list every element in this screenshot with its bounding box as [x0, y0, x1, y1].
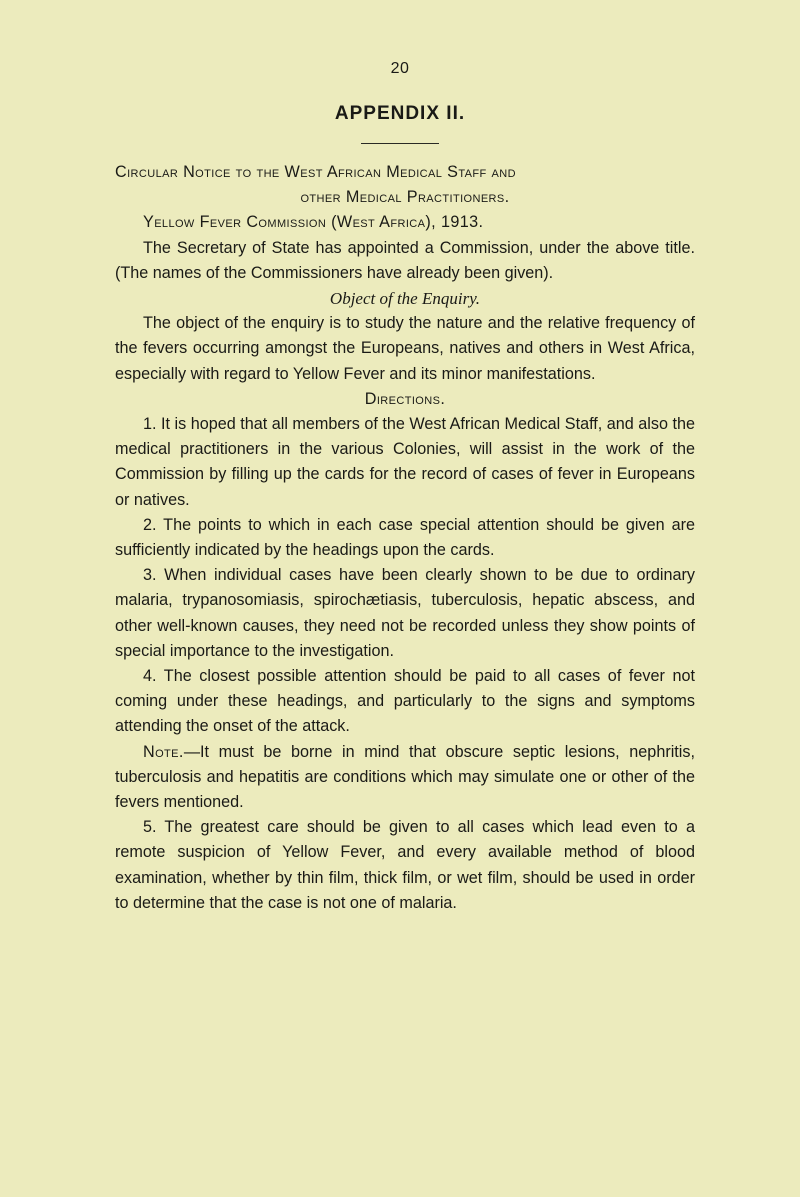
direction-item-3: 3. When individual cases have been clearly shown to be due to ordinary malaria, trypanosomiasis, spirochætiasis, tuberculosis, hepatic abscess, and other well-known causes, they need not be recorded unless they show points of special importance to the investigation.	[115, 566, 695, 660]
direction-item-1: 1. It is hoped that all members of the West African Medical Staff, and also the medical practitioners in the various Colonies, will assist in the work of the Commission by filling up the cards for the record of cases of fever in Europeans or natives.	[115, 415, 695, 509]
title-divider	[361, 143, 439, 144]
object-heading: Object of the Enquiry.	[329, 289, 481, 309]
intro-paragraph: The Secretary of State has appointed a Commission, under the above title. (The names of the Commissioners have already been given).	[115, 238, 695, 282]
page-number: 20	[390, 60, 410, 77]
note-label: Note.	[143, 742, 184, 761]
directions-heading: Directions.	[364, 389, 446, 408]
object-paragraph: The object of the enquiry is to study the nature and the relative frequency of the fevers occurring amongst the Europeans, natives and others in West Africa, especially with regard to Yellow Fever and its minor manifestations.	[115, 314, 695, 383]
notice-heading-line2: other Medical Practitioners.	[300, 188, 510, 207]
appendix-title: APPENDIX II.	[334, 103, 466, 124]
direction-item-2: 2. The points to which in each case special attention should be given are sufficiently indicated by the headings upon the cards.	[115, 515, 695, 560]
notice-heading-line1: Circular Notice to the West African Medical Staff and	[115, 163, 516, 181]
commission-line: Yellow Fever Commission (West Africa), 1913.	[143, 213, 484, 232]
direction-item-5: 5. The greatest care should be given to all cases which lead even to a remote suspicion of Yellow Fever, and every available method of blood examination, whether by thin film, thick film, or wet film, should be used in order to determine that the case is not one of malaria.	[115, 818, 695, 912]
body-text	[115, 160, 695, 916]
note-text: —It must be borne in mind that obscure septic lesions, nephritis, tuberculosis and hepatitis are conditions which may simulate one or other of the fevers mentioned.	[115, 742, 695, 812]
note-paragraph	[115, 740, 695, 816]
direction-item-4: 4. The closest possible attention should be paid to all cases of fever not coming under these headings, and particularly to the signs and symptoms attending the onset of the attack.	[115, 667, 695, 736]
